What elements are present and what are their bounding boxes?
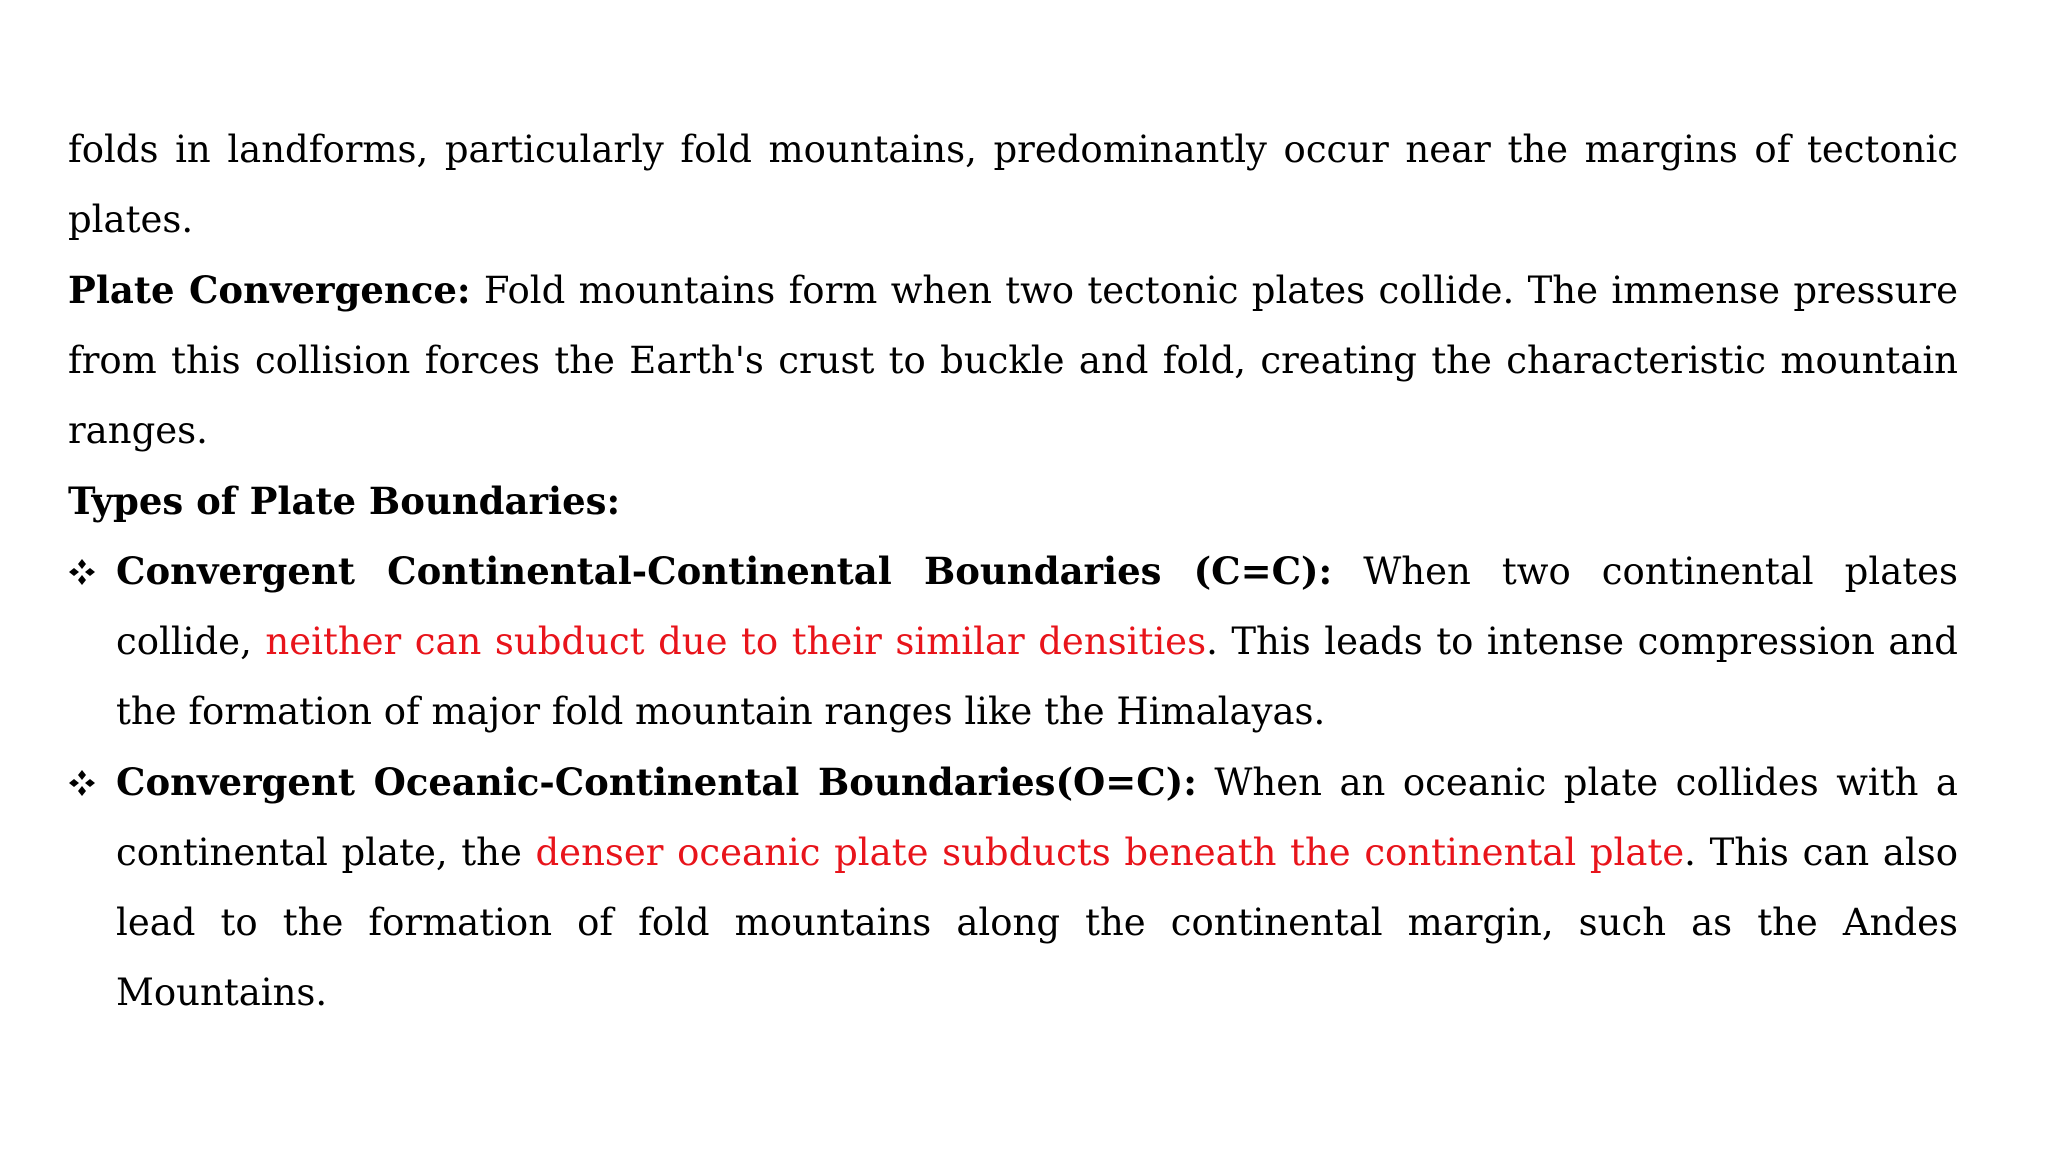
intro-paragraph: folds in landforms, particularly fold mountains, predominantly occur near the margins of tectonic plates. (68, 128, 1958, 241)
bullet-highlight: neither can subduct due to their similar densities (265, 620, 1207, 663)
bullet-item-continental-continental (68, 536, 1958, 747)
bullet-text-before: When an oceanic plate collides with a continental plate, the (116, 761, 1958, 874)
bullet-text-after: . This leads to intense compression and the formation of major fold mountain ranges like the Himalayas. (116, 620, 1958, 733)
diamond-cluster-bullet-icon (68, 769, 96, 797)
plate-convergence-text: Fold mountains form when two tectonic plates collide. The immense pressure from this collision forces the Earth's crust to buckle and fold, creating the characteristic mountain ranges. (68, 269, 1958, 452)
bullet-item-oceanic-continental (68, 747, 1958, 1028)
bullet-title: Convergent Oceanic-Continental Boundaries(O=C): (116, 760, 1197, 804)
bullet-highlight: denser oceanic plate subducts beneath the continental plate (535, 831, 1685, 874)
types-heading: Types of Plate Boundaries: (68, 479, 621, 523)
bullet-text-before: When two continental plates collide, (116, 550, 1959, 663)
bullet-title: Convergent Continental-Continental Boundaries (C=C): (116, 549, 1333, 593)
document-page (68, 115, 1958, 1028)
diamond-cluster-bullet-icon (68, 558, 96, 586)
plate-convergence-heading: Plate Convergence: (68, 268, 471, 312)
plate-convergence-paragraph (68, 255, 1958, 466)
bullet-text-after: . This can also lead to the formation of fold mountains along the continental margin, such as the Andes Mountains. (116, 831, 1958, 1014)
